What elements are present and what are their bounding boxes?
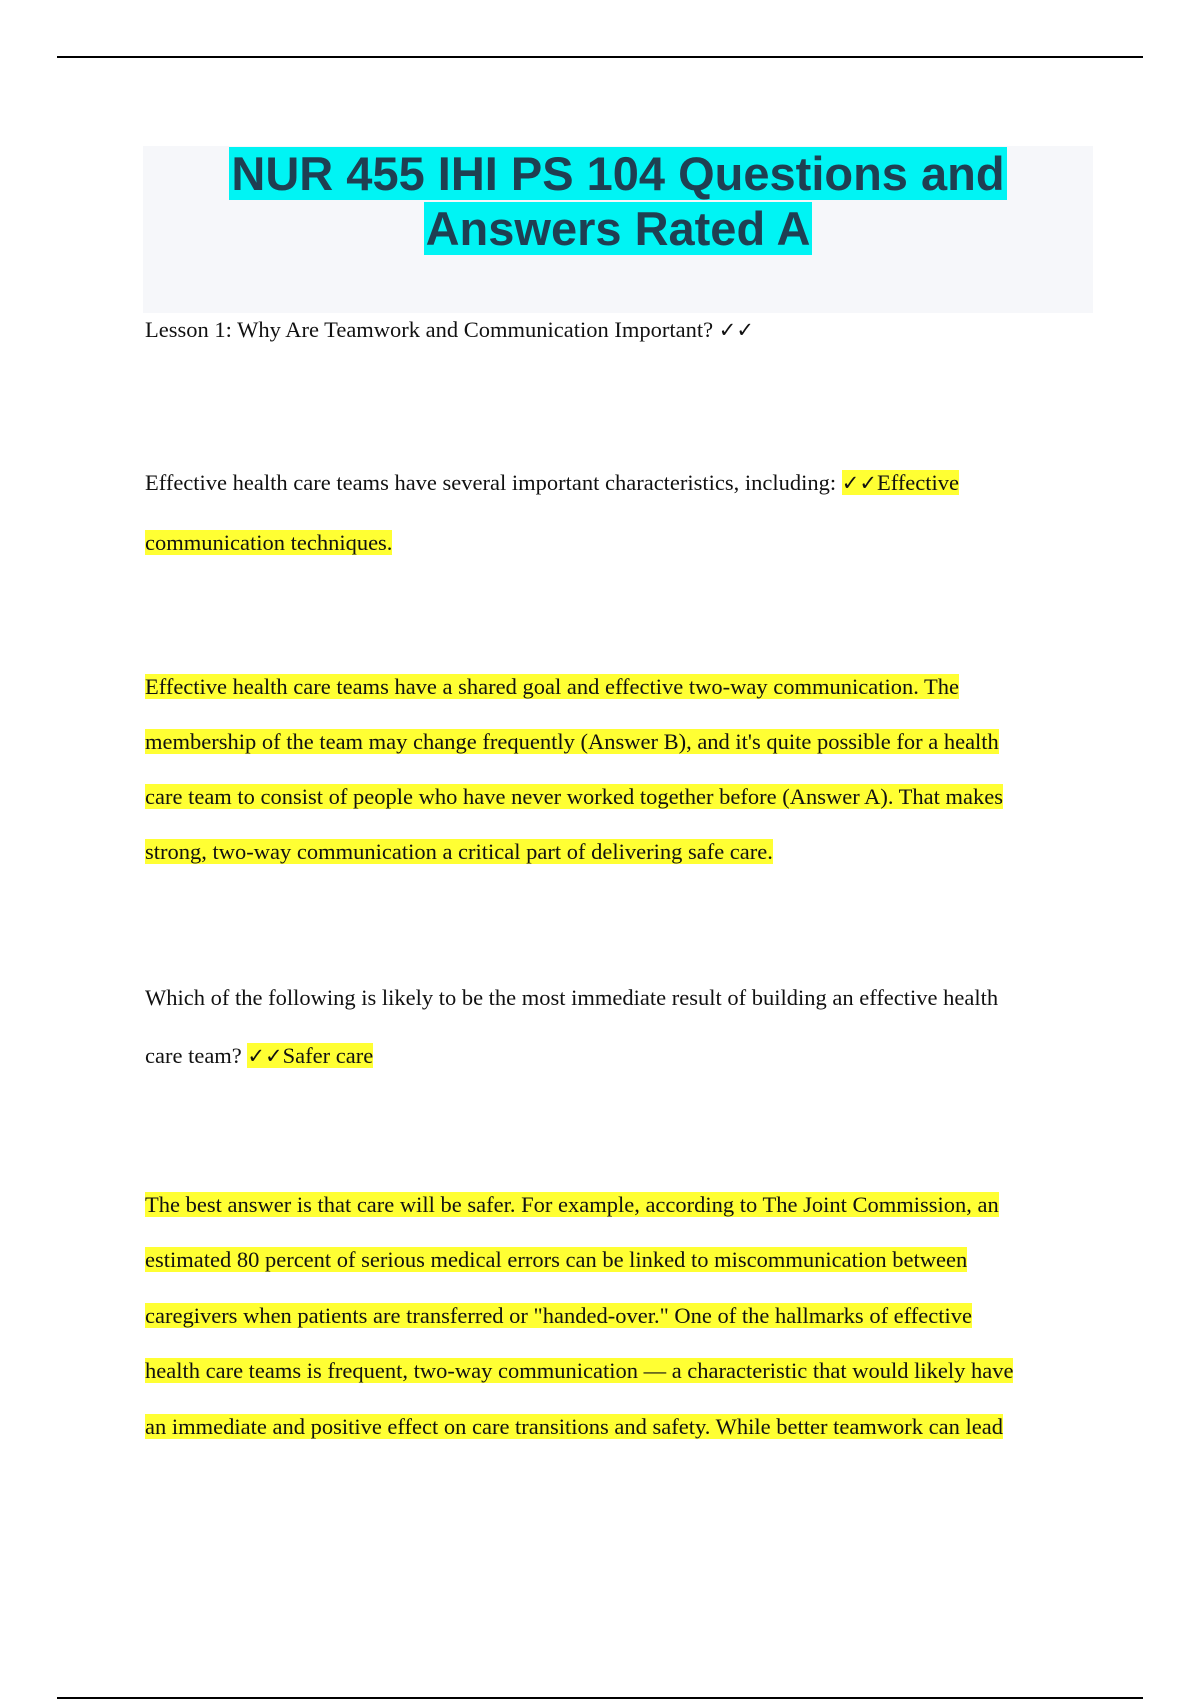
document-title-block [143, 146, 1093, 313]
explanation-2-line-3: caregivers when patients are transferred or "handed-over." One of the hallmarks of effective [145, 1303, 972, 1328]
explanation-1-line-2: membership of the team may change frequently (Answer B), and it's quite possible for a health [145, 729, 999, 754]
answer-1-continued: communication techniques. [145, 530, 393, 555]
question-2-line-2: care team? ✓✓Safer care [145, 1043, 374, 1068]
lesson-heading: Lesson 1: Why Are Teamwork and Communication Important? ✓✓ [145, 317, 754, 342]
answer-1-start: ✓✓Effective [841, 470, 960, 495]
document-title-line-2: Answers Rated A [425, 202, 811, 255]
explanation-2-line-5: an immediate and positive effect on care transitions and safety. While better teamwork can lead [145, 1414, 1003, 1439]
explanation-1-line-4: strong, two-way communication a critical part of delivering safe care. [145, 839, 773, 864]
explanation-2-line-2: estimated 80 percent of serious medical errors can be linked to miscommunication between [145, 1247, 968, 1272]
answer-2: ✓✓Safer care [247, 1043, 374, 1068]
check-mark-icon: ✓✓ [718, 318, 754, 342]
check-mark-icon: ✓✓ [841, 471, 877, 495]
explanation-1-line-3: care team to consist of people who have never worked together before (Answer A). That makes [145, 784, 1004, 809]
header-rule [57, 56, 1143, 58]
question-2-line-1: Which of the following is likely to be the most immediate result of building an effective health [145, 985, 999, 1010]
question-1: Effective health care teams have several important characteristics, including: ✓✓Effective [145, 470, 960, 495]
explanation-2-line-4: health care teams is frequent, two-way communication — a characteristic that would likely have [145, 1358, 1014, 1383]
document-title-line-1: NUR 455 IHI PS 104 Questions and [231, 147, 1005, 200]
check-mark-icon: ✓✓ [247, 1044, 283, 1068]
explanation-1-line-1: Effective health care teams have a shared goal and effective two-way communication. The [145, 674, 960, 699]
explanation-2-line-1: The best answer is that care will be safer. For example, according to The Joint Commission, an [145, 1192, 999, 1217]
footer-rule [57, 1697, 1143, 1699]
